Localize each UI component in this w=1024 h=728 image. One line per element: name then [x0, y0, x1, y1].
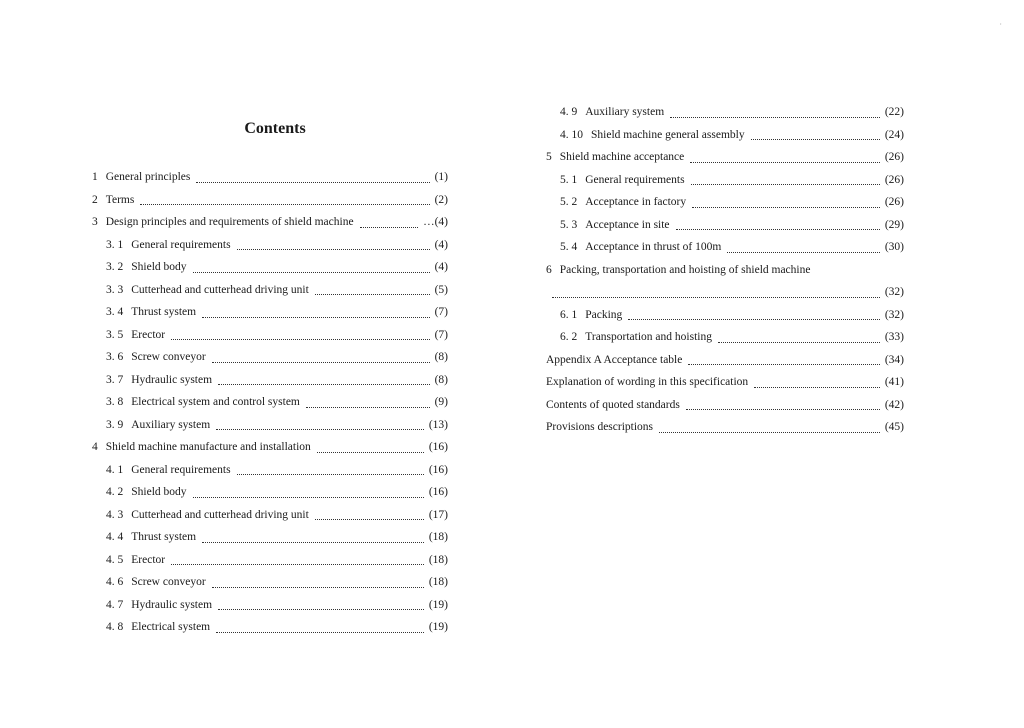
toc-entry-number: 3. 9	[106, 418, 124, 431]
toc-entry	[92, 594, 448, 617]
toc-entry-page: (22)	[884, 106, 904, 118]
toc-entry-number: 4. 8	[106, 621, 124, 633]
toc-entry	[92, 301, 448, 324]
toc-entry	[546, 394, 904, 417]
toc-entry-page: (26)	[884, 173, 904, 186]
toc-entry-title: Thrust system	[131, 531, 197, 543]
toc-leader-dots	[202, 307, 429, 318]
toc-entry-number: 3. 1	[106, 238, 124, 251]
toc-entry	[92, 234, 448, 257]
toc-entry-title: Shield body	[131, 261, 187, 273]
toc-entry-number: 3. 6	[106, 351, 124, 363]
toc-entry-number: 3. 2	[106, 261, 124, 273]
toc-entry	[546, 281, 904, 304]
toc-entry-title: Transportation and hoisting	[585, 331, 712, 343]
toc-entry-page: (32)	[884, 286, 904, 298]
toc-entry-title: Screw conveyor	[131, 351, 206, 363]
toc-entry	[546, 349, 904, 372]
toc-leader-dots	[670, 107, 880, 118]
toc-entry-page: (5)	[434, 283, 448, 296]
toc-entry-number: 3. 8	[106, 396, 124, 408]
toc-leader-dots	[216, 622, 424, 633]
toc-entry-page: (42)	[884, 398, 904, 411]
toc-entry-title: Electrical system and control system	[131, 396, 300, 408]
toc-leader-dots	[692, 197, 880, 208]
toc-entry-number: 4. 2	[106, 486, 124, 498]
toc-entry	[546, 326, 904, 349]
toc-leader-dots	[315, 509, 424, 520]
toc-leader-dots	[237, 464, 424, 475]
toc-entry	[546, 371, 904, 394]
toc-entry	[92, 414, 448, 437]
toc-entry-page: (17)	[428, 508, 448, 521]
toc-left-column	[92, 120, 448, 639]
toc-entry-number: 3. 4	[106, 306, 124, 318]
toc-entry	[92, 189, 448, 212]
toc-leader-dots	[202, 532, 424, 543]
toc-entry-page: (26)	[884, 151, 904, 163]
toc-leader-dots	[727, 242, 880, 253]
toc-leader-dots	[171, 329, 429, 340]
toc-leader-dots	[676, 219, 880, 230]
toc-leader-dots	[196, 172, 429, 183]
toc-leader-dots	[628, 309, 880, 320]
toc-leader-dots	[216, 419, 424, 430]
toc-leader-dots	[193, 487, 424, 498]
toc-entry	[92, 166, 448, 189]
toc-entry-page: (2)	[434, 193, 448, 206]
toc-entry-title: Hydraulic system	[131, 373, 213, 386]
toc-entry-title: Acceptance in site	[585, 218, 670, 231]
toc-entry-number: 4. 6	[106, 576, 124, 588]
toc-entry	[546, 236, 904, 259]
toc-entry-page: (34)	[884, 353, 904, 366]
toc-entry-title: Cutterhead and cutterhead driving unit	[131, 508, 309, 521]
toc-entry-page: (18)	[428, 531, 448, 543]
toc-entry-page: (16)	[428, 441, 448, 453]
toc-entry-page: (45)	[884, 421, 904, 433]
toc-entry-page: (13)	[428, 418, 448, 431]
toc-entry-number: 5. 3	[560, 218, 578, 231]
toc-entry-page: (4)	[434, 238, 448, 251]
toc-entry	[92, 504, 448, 527]
toc-entry-number: 4. 3	[106, 508, 124, 521]
toc-entry-number: 4. 5	[106, 553, 124, 566]
toc-leader-dots	[306, 397, 430, 408]
toc-entry-number: 5. 1	[560, 173, 578, 186]
toc-entry	[92, 256, 448, 279]
toc-entry-title: Appendix A Acceptance table	[546, 353, 683, 366]
toc-entry-title: Contents of quoted standards	[546, 398, 680, 411]
toc-entry-title: Thrust system	[131, 306, 197, 318]
toc-entry-number: 4. 1	[106, 463, 124, 476]
toc-entry-title: General requirements	[131, 238, 231, 251]
toc-entry-title: Erector	[131, 553, 166, 566]
toc-entry-page: (16)	[428, 463, 448, 476]
toc-entry-title: Shield machine manufacture and installation	[105, 441, 311, 453]
toc-entry-number: 3. 3	[106, 283, 124, 296]
toc-entry	[546, 214, 904, 237]
toc-leader-dots	[237, 239, 430, 250]
toc-right-column	[546, 101, 904, 439]
toc-entry-title: Shield machine general assembly	[591, 128, 745, 141]
toc-entry	[92, 346, 448, 369]
toc-entry	[546, 304, 904, 327]
toc-leader-dots	[691, 174, 880, 185]
toc-entry-page: (33)	[884, 331, 904, 343]
toc-leader-dots	[171, 554, 424, 565]
toc-entry	[92, 459, 448, 482]
toc-entry-title: Electrical system	[131, 621, 211, 633]
toc-leader-dots	[140, 194, 429, 205]
toc-entry	[92, 369, 448, 392]
toc-entry-title: Explanation of wording in this specification	[546, 376, 749, 388]
toc-leader-dots	[218, 374, 430, 385]
toc-entry-page: (8)	[434, 373, 448, 386]
toc-entry	[546, 124, 904, 147]
toc-leader-dots	[317, 442, 424, 453]
toc-entry	[92, 436, 448, 459]
toc-entry-title: Packing, transportation and hoisting of shield machine	[559, 263, 811, 276]
toc-entry-page: (8)	[434, 351, 448, 363]
toc-entry-number: 6. 1	[560, 308, 578, 321]
toc-entry-page: (7)	[434, 306, 448, 318]
toc-entry-title: General principles	[105, 171, 191, 183]
toc-leader-dots	[212, 352, 430, 363]
toc-leader-dots	[688, 354, 879, 365]
toc-entry-title: Screw conveyor	[131, 576, 206, 588]
toc-leader-dots	[315, 284, 430, 295]
toc-entry-number: 1	[92, 171, 98, 183]
toc-entry-title: Packing	[585, 308, 623, 321]
toc-entry	[92, 211, 448, 234]
corner-mark: ·	[999, 20, 1002, 29]
toc-entry-page: (30)	[884, 241, 904, 253]
toc-leader-dots	[193, 262, 430, 273]
toc-entry	[92, 481, 448, 504]
toc-entry-title: Auxiliary system	[585, 106, 665, 118]
toc-entry-number: 3	[92, 216, 98, 228]
toc-entry	[92, 616, 448, 639]
toc-entry-title: Erector	[131, 328, 166, 341]
toc-entry-number: 5	[546, 151, 552, 163]
toc-entry-title: Terms	[105, 193, 135, 206]
toc-entry-number: 3. 7	[106, 373, 124, 386]
toc-entry-page: (32)	[884, 308, 904, 321]
toc-entry-title: Acceptance in thrust of 100m	[585, 241, 722, 253]
toc-entry-number: 5. 4	[560, 241, 578, 253]
toc-entry-number: 4. 10	[560, 128, 583, 141]
toc-list-right	[546, 101, 904, 439]
toc-entry-page: (16)	[428, 486, 448, 498]
toc-entry-page: (19)	[428, 621, 448, 633]
toc-entry	[92, 279, 448, 302]
toc-entry	[92, 526, 448, 549]
toc-entry-title: Shield body	[131, 486, 187, 498]
toc-entry-number: 6	[546, 263, 552, 276]
toc-entry-title: Auxiliary system	[131, 418, 211, 431]
toc-leader-dots	[751, 129, 880, 140]
toc-list-left	[92, 166, 448, 639]
toc-entry-title: General requirements	[585, 173, 685, 186]
toc-leader-dots	[754, 377, 880, 388]
page-title: Contents	[244, 120, 306, 137]
toc-entry-page: (41)	[884, 376, 904, 388]
toc-entry	[546, 416, 904, 439]
toc-entry-title: Acceptance in factory	[585, 196, 687, 208]
toc-entry	[92, 324, 448, 347]
toc-entry	[92, 549, 448, 572]
toc-entry	[546, 169, 904, 192]
toc-entry-title: Hydraulic system	[131, 598, 213, 611]
toc-leader-dots	[686, 399, 880, 410]
toc-entry-title: Cutterhead and cutterhead driving unit	[131, 283, 309, 296]
toc-leader-dots	[552, 287, 880, 298]
toc-entry-page: (19)	[428, 598, 448, 611]
toc-entry-title: Shield machine acceptance	[559, 151, 685, 163]
toc-entry-page: …(4)	[423, 216, 448, 228]
toc-entry-page: (26)	[884, 196, 904, 208]
toc-leader-dots	[690, 152, 880, 163]
toc-entry-page: (9)	[434, 396, 448, 408]
toc-leader-dots	[360, 217, 419, 228]
toc-entry-page: (7)	[434, 328, 448, 341]
toc-entry-page: (4)	[434, 261, 448, 273]
toc-entry-number: 4	[92, 441, 98, 453]
toc-entry-number: 4. 4	[106, 531, 124, 543]
toc-entry-page: (24)	[884, 128, 904, 141]
toc-entry-title: General requirements	[131, 463, 231, 476]
toc-leader-dots	[218, 599, 424, 610]
toc-entry-number: 5. 2	[560, 196, 578, 208]
toc-entry	[546, 259, 904, 282]
toc-entry-number: 4. 9	[560, 106, 578, 118]
toc-entry	[92, 391, 448, 414]
toc-leader-dots	[659, 422, 880, 433]
toc-entry-number: 2	[92, 193, 98, 206]
toc-entry	[546, 146, 904, 169]
toc-entry-page: (29)	[884, 218, 904, 231]
toc-entry-page: (1)	[434, 171, 448, 183]
toc-entry-page: (18)	[428, 576, 448, 588]
toc-leader-dots	[212, 577, 424, 588]
toc-entry	[546, 101, 904, 124]
toc-entry	[546, 191, 904, 214]
toc-entry-title: Provisions descriptions	[546, 421, 654, 433]
toc-entry-page: (18)	[428, 553, 448, 566]
toc-entry-number: 3. 5	[106, 328, 124, 341]
toc-entry-number: 4. 7	[106, 598, 124, 611]
toc-leader-dots	[718, 332, 880, 343]
toc-entry	[92, 571, 448, 594]
toc-entry-title: Design principles and requirements of shield machine	[105, 216, 354, 228]
toc-entry-number: 6. 2	[560, 331, 578, 343]
